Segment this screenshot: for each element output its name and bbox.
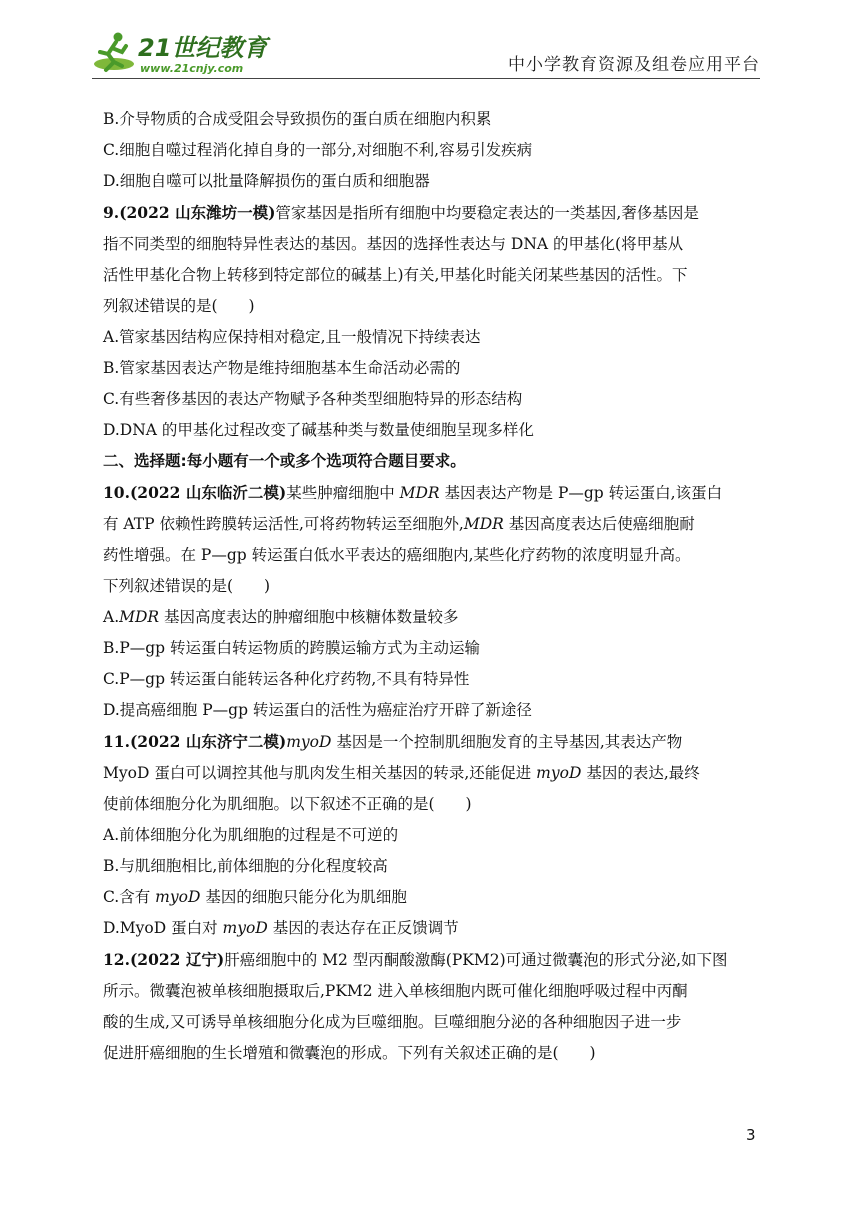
q11-stem-line-1: 11.(2022 山东济宁二模)myoD 基因是一个控制肌细胞发育的主导基因,其表达产物 (103, 732, 683, 751)
q12-stem-line-4: 促进肝癌细胞的生长增殖和微囊泡的形成。下列有关叙述正确的是( ) (103, 1044, 596, 1062)
q11-option-a: A.前体细胞分化为肌细胞的过程是不可逆的 (103, 826, 399, 844)
q9-stem-line-2: 指不同类型的细胞特异性表达的基因。基因的选择性表达与 DNA 的甲基化(将甲基从 (103, 235, 684, 253)
svg-text:www.21cnjy.com: www.21cnjy.com (140, 62, 244, 75)
q10-option-a: A.MDR 基因高度表达的肿瘤细胞中核糖体数量较多 (103, 608, 459, 626)
q11-source: .(2022 山东济宁二模) (124, 732, 287, 751)
q11-stem-line-2: MyoD 蛋白可以调控其他与肌肉发生相关基因的转录,还能促进 myoD 基因的表达,最终 (103, 764, 700, 782)
q10-number: 10 (103, 483, 125, 502)
q8-option-d: D.细胞自噬可以批量降解损伤的蛋白质和细胞器 (103, 172, 430, 190)
q9-option-a: A.管家基因结构应保持相对稳定,且一般情况下持续表达 (103, 328, 481, 346)
q11-option-c: C.含有 myoD 基因的细胞只能分化为肌细胞 (103, 888, 407, 906)
q8-option-b: B.介导物质的合成受阻会导致损伤的蛋白质在细胞内积累 (103, 110, 492, 128)
q12-stem-line-2: 所示。微囊泡被单核细胞摄取后,PKM2 进入单核细胞内既可催化细胞呼吸过程中丙酮 (103, 982, 688, 1000)
q9-stem-line-1: 9.(2022 山东潍坊一模)管家基因是指所有细胞中均要稳定表达的一类基因,奢侈基因是 (103, 203, 699, 222)
q10-stem-line-2: 有 ATP 依赖性跨膜转运活性,可将药物转运至细胞外,MDR 基因高度表达后使癌细胞耐 (103, 515, 695, 533)
q9-number: 9 (103, 203, 114, 222)
q9-option-d: D.DNA 的甲基化过程改变了碱基种类与数量使细胞呈现多样化 (103, 421, 534, 439)
21cnjy-logo (92, 30, 282, 76)
q10-option-d: D.提高癌细胞 P—gp 转运蛋白的活性为癌症治疗开辟了新途径 (103, 701, 532, 719)
q10-source: .(2022 山东临沂二模) (124, 483, 287, 502)
section-2-title: 二、选择题:每小题有一个或多个选项符合题目要求。 (103, 452, 466, 470)
q12-stem-line-3: 酸的生成,又可诱导单核细胞分化成为巨噬细胞。巨噬细胞分泌的各种细胞因子进一步 (103, 1013, 682, 1031)
q9-stem-line-4: 列叙述错误的是( ) (103, 297, 255, 315)
q12-stem-line-1: 12.(2022 辽宁)肝癌细胞中的 M2 型丙酮酸激酶(PKM2)可通过微囊泡的形式分泌,如下图 (103, 950, 728, 969)
q11-number: 11 (103, 732, 125, 751)
platform-title: 中小学教育资源及组卷应用平台 (508, 55, 760, 75)
q10-stem-line-4: 下列叙述错误的是( ) (103, 577, 271, 595)
question-content (103, 104, 763, 1069)
q10-stem-line-3: 药性增强。在 P—gp 转运蛋白低水平表达的癌细胞内,某些化疗药物的浓度明显升高。 (103, 546, 691, 564)
q10-option-c: C.P—gp 转运蛋白能转运各种化疗药物,不具有特异性 (103, 670, 470, 688)
q11-option-d: D.MyoD 蛋白对 myoD 基因的表达存在正反馈调节 (103, 919, 459, 937)
q12-number: 12 (103, 950, 125, 969)
q9-stem-line-3: 活性甲基化合物上转移到特定部位的碱基上)有关,甲基化时能关闭某些基因的活性。下 (103, 266, 688, 284)
q11-option-b: B.与肌细胞相比,前体细胞的分化程度较高 (103, 857, 388, 875)
svg-text:21世纪教育: 21世纪教育 (138, 34, 268, 62)
q11-stem-line-3: 使前体细胞分化为肌细胞。以下叙述不正确的是( ) (103, 795, 472, 813)
q10-option-b: B.P—gp 转运蛋白转运物质的跨膜运输方式为主动运输 (103, 639, 481, 657)
page-number: 3 (746, 1126, 756, 1144)
page-header (92, 30, 760, 78)
q9-source: .(2022 山东潍坊一模) (113, 203, 276, 222)
q12-source: .(2022 辽宁) (124, 950, 225, 969)
q8-option-c: C.细胞自噬过程消化掉自身的一部分,对细胞不利,容易引发疾病 (103, 141, 533, 159)
q9-option-c: C.有些奢侈基因的表达产物赋予各种类型细胞特异的形态结构 (103, 390, 523, 408)
q9-option-b: B.管家基因表达产物是维持细胞基本生命活动必需的 (103, 359, 461, 377)
q10-stem-line-1: 10.(2022 山东临沂二模)某些肿瘤细胞中 MDR 基因表达产物是 P—gp 转运蛋白,该蛋白 (103, 483, 723, 502)
header-divider (92, 78, 760, 79)
